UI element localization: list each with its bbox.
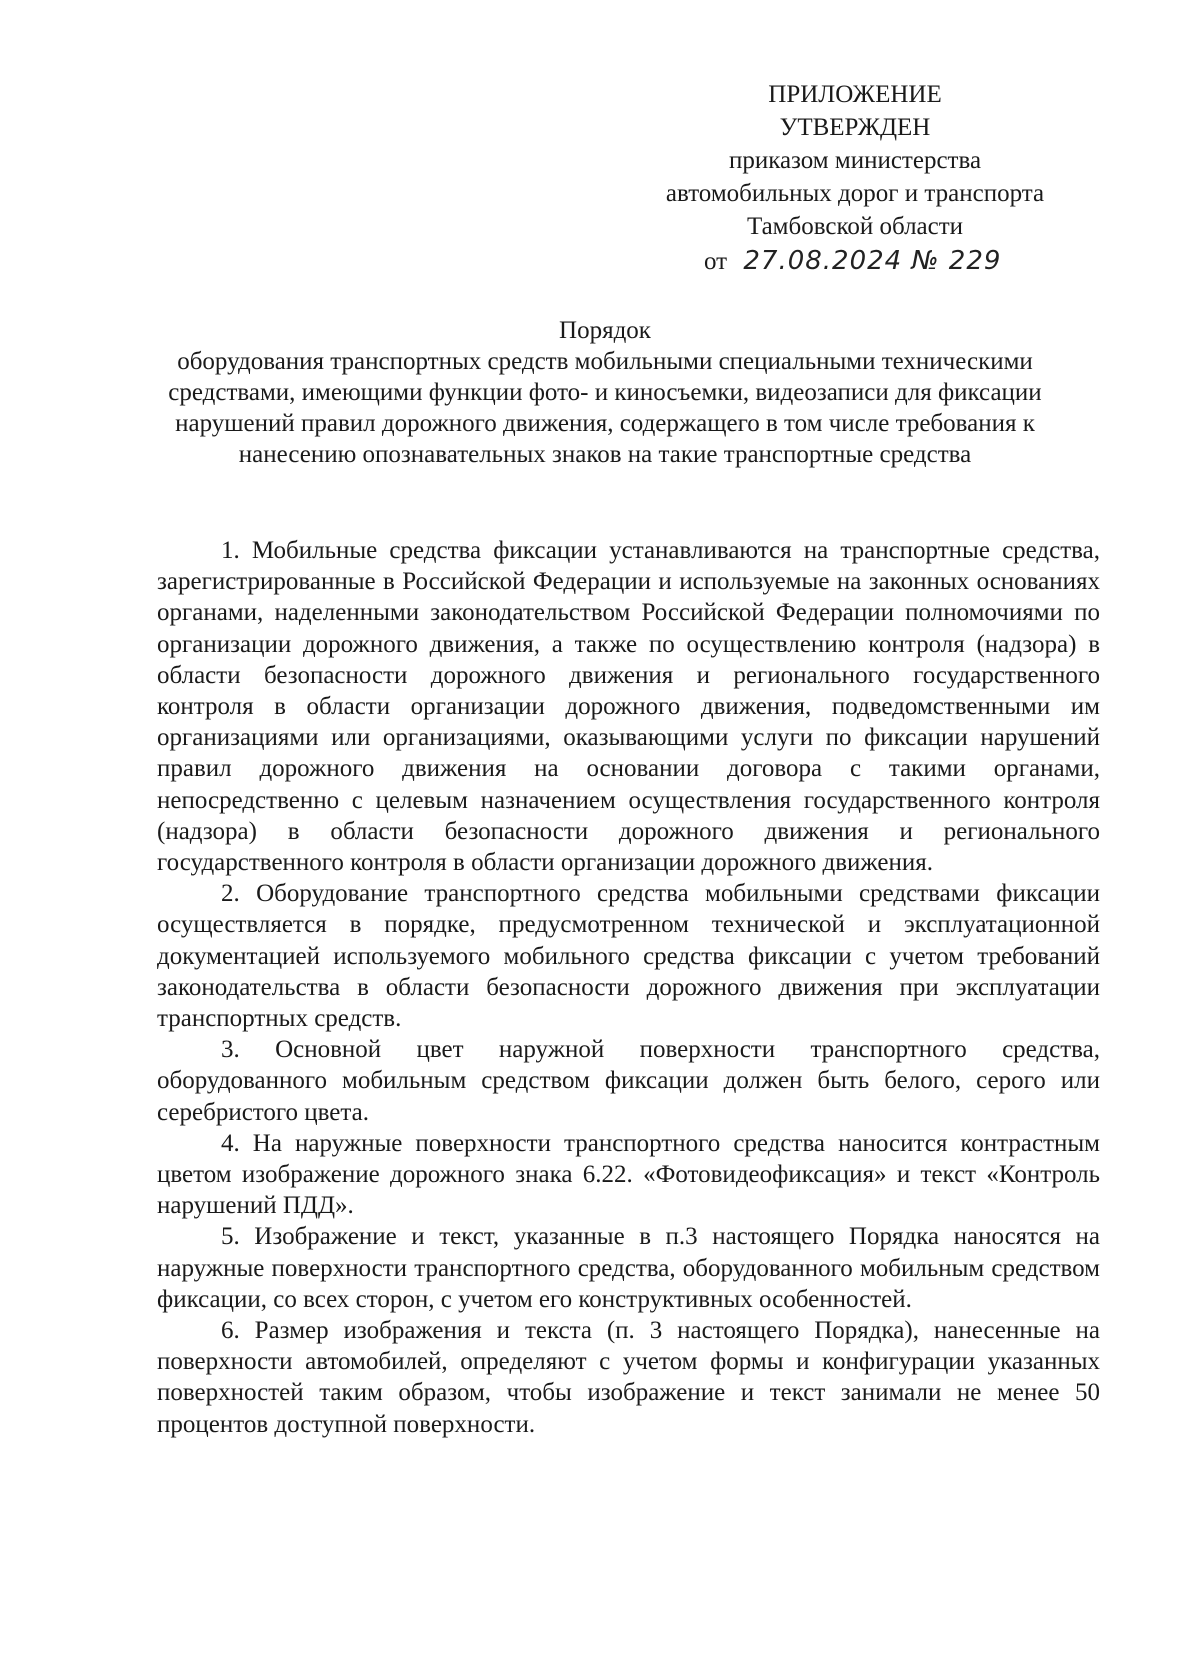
document-heading — [150, 315, 1060, 470]
approved-label: УТВЕРЖДЕН — [779, 114, 931, 141]
order-line-3: Тамбовской области — [746, 213, 964, 240]
paragraph-6: 6. Размер изображения и текста (п. 3 настоящего Порядка), нанесенные на поверхности автомобилей, определяют с учетом формы и конфигурации указанных поверхностей таким образом, чтобы изображение и текст занимали не менее 50 процентов доступной поверхности. — [157, 1317, 1100, 1438]
approval-block — [620, 78, 1090, 278]
document-body — [157, 535, 1100, 1440]
paragraph-3: 3. Основной цвет наружной поверхности транспортного средства, оборудованного мобильным средством фиксации должен быть белого, серого или серебристого цвета. — [157, 1036, 1100, 1126]
document-subtitle: оборудования транспортных средств мобильными специальными техническими средствами, имеющими функции фото- и киносъемки, видеозаписи для фиксации нарушений правил дорожного движения, содержащего в том числе требования к нанесению опознавательных знаков на такие транспортные средства — [168, 348, 1042, 468]
date-prefix: от — [704, 248, 728, 275]
order-date-row — [620, 245, 1090, 278]
paragraph-2: 2. Оборудование транспортного средства мобильными средствами фиксации осуществляется в порядке, предусмотренном технической и эксплуатационной документацией используемого мобильного средства фиксации с учетом требований законодательства в области безопасности дорожного движения при эксплуатации транспортных средств. — [157, 880, 1100, 1033]
appendix-label: ПРИЛОЖЕНИЕ — [768, 81, 942, 108]
order-line-1: приказом министерства — [728, 147, 982, 174]
paragraph-1: 1. Мобильные средства фиксации устанавливаются на транспортные средства, зарегистрированные в Российской Федерации и используемые на законных основаниях органами, наделенными законодательством Российской Федерации полномочиями по организации дорожного движения, а также по осуществлению контроля (надзора) в области безопасности дорожного движения и регионального государственного контроля в области организации дорожного движения, подведомственными им организациями или организациями, оказывающими услуги по фиксации нарушений правил дорожного движения на основании договора с такими органами, непосредственно с целевым назначением осуществления государственного контроля (надзора) в области безопасности дорожного движения и регионального государственного контроля в области организации дорожного движения. — [157, 537, 1100, 877]
order-line-2: автомобильных дорог и транспорта — [665, 180, 1045, 207]
paragraph-5: 5. Изображение и текст, указанные в п.3 настоящего Порядка наносятся на наружные поверхности транспортного средства, оборудованного мобильным средством фиксации, со всех сторон, с учетом его конструктивных особенностей. — [157, 1223, 1100, 1313]
handwritten-date-number: 27.08.2024 № 229 — [743, 246, 1002, 276]
document-title: Порядок — [559, 317, 651, 344]
paragraph-4: 4. На наружные поверхности транспортного средства наносится контрастным цветом изображение дорожного знака 6.22. «Фотовидеофиксация» и текст «Контроль нарушений ПДД». — [157, 1129, 1100, 1220]
